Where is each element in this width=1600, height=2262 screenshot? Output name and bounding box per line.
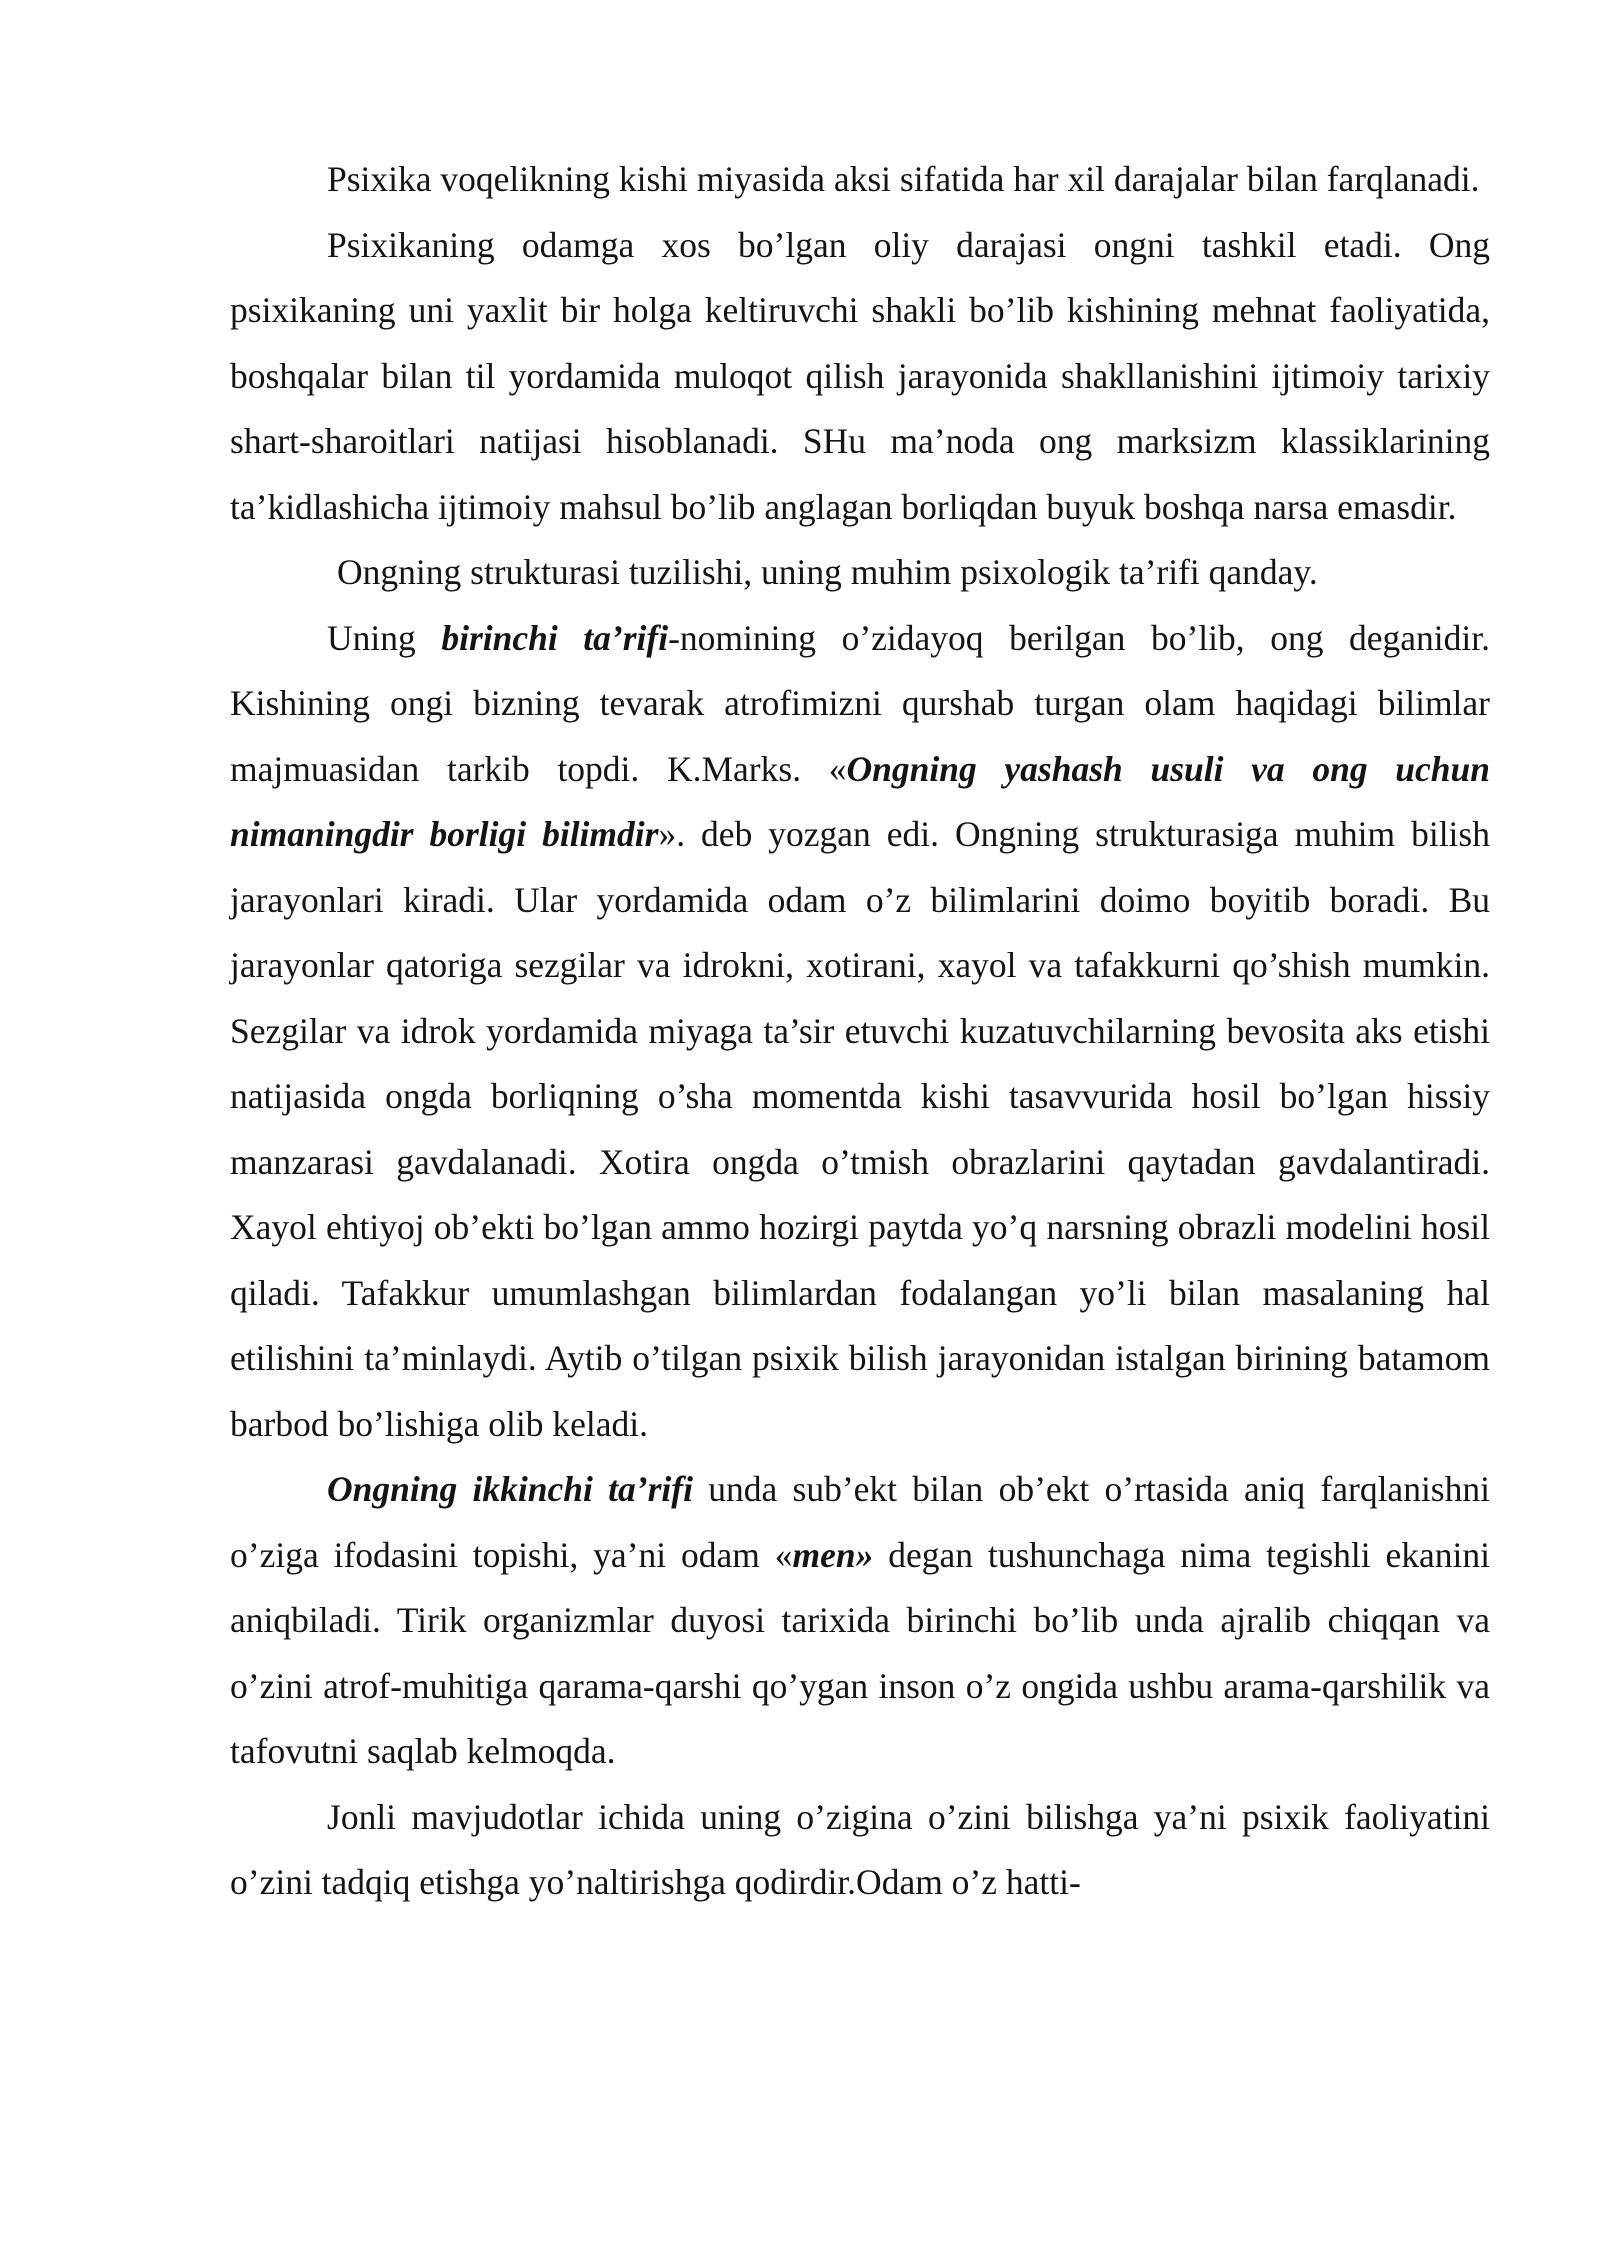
paragraph-5 <box>230 1457 1490 1785</box>
paragraph-3 <box>230 540 1490 606</box>
paragraph-4-run-1: Uning <box>327 617 442 658</box>
paragraph-5-run-4: degan tushunchaga nima tegishli ekanini aniqbiladi. Tirik organizmlar duyosi tarixida birinchi bo’lib unda ajralib chiqqan va o’zini atrof-muhitiga qarama-qarshi qo’ygan inson o’z ongida ushbu arama-qarshilik va tafovutni saqlab kelmoqda. <box>230 1534 1490 1771</box>
paragraph-4-run-5: ». deb yozgan edi. Ongning strukturasiga muhim bilish jarayonlari kiradi. Ular yordamida odam o’z bilimlarini doimo boyitib boradi. Bu jarayonlar qatoriga sezgilar va idrokni, xotirani, xayol va tafakkurni qo’shish mumkin. Sezgilar va idrok yordamida miyaga ta’sir etuvchi kuzatuvchilarning bevosita aks etishi natijasida ongda borliqning o’sha momentda kishi tasavvurida hosil bo’lgan hissiy manzarasi gavdalanadi. Xotira ongda o’tmish obrazlarini qaytadan gavdalantiradi. Xayol ehtiyoj ob’ekti bo’lgan ammo hozirgi paytda yo’q narsning obrazli modelini hosil qiladi. Tafakkur umumlashgan bilimlardan fodalangan yo’li bilan masalaning hal etilishini ta’minlaydi. Aytib o’tilgan psixik bilish jarayonidan istalgan birining batamom barbod bo’lishiga olib keladi. <box>230 814 1490 1444</box>
paragraph-2-text: Psixikaning odamga xos bo’lgan oliy darajasi ongni tashkil etadi. Ong psixikaning uni yaxlit bir holga keltiruvchi shakli bo’lib kishining mehnat faoliyatida, boshqalar bilan til yordamida muloqot qilish jarayonida shakllanishini ijtimoiy tarixiy shart-sharoitlari natijasi hisoblanadi. SHu ma’noda ong marksizm klassiklarining ta’kidlashicha ijtimoiy mahsul bo’lib anglagan borliqdan buyuk boshqa narsa emasdir. <box>230 224 1490 527</box>
marx-quote-emphasis: Ongning yashash usuli va ong uchun nimaningdir borligi bilimdir <box>230 748 1490 854</box>
first-definition-emphasis: birinchi ta’rifi <box>441 617 669 658</box>
paragraph-6 <box>230 1785 1490 1916</box>
paragraph-1 <box>230 147 1490 213</box>
paragraph-5-run-2: unda sub’ekt bilan ob’ekt o’rtasida aniq farqlanishni o’ziga ifodasini topishi, ya’ni odam « <box>230 1469 1490 1575</box>
paragraph-6-text: Jonli mavjudotlar ichida uning o’zigina o’zini bilishga ya’ni psixik faoliyatini o’zini tadqiq etishga yo’naltirishga qodirdir.Odam o’z hatti- <box>230 1796 1490 1902</box>
document-body <box>230 147 1490 1916</box>
paragraph-4 <box>230 606 1490 1458</box>
men-emphasis: men» <box>792 1534 874 1575</box>
second-definition-emphasis: Ongning ikkinchi ta’rifi <box>327 1469 693 1509</box>
paragraph-4-run-3: -nomining o’zidayoq berilgan bo’lib, ong deganidir. Kishining ongi bizning tevarak atrofimizni qurshab turgan olam haqidagi bilimlar majmuasidan tarkib topdi. K.Marks. « <box>230 617 1490 789</box>
paragraph-2 <box>230 213 1490 541</box>
paragraph-1-text: Psixika voqelikning kishi miyasida aksi sifatida har xil darajalar bilan farqlanadi. <box>327 159 1480 199</box>
paragraph-3-text: Ongning strukturasi tuzilishi, uning muhim psixologik ta’rifi qanday. <box>337 552 1318 592</box>
